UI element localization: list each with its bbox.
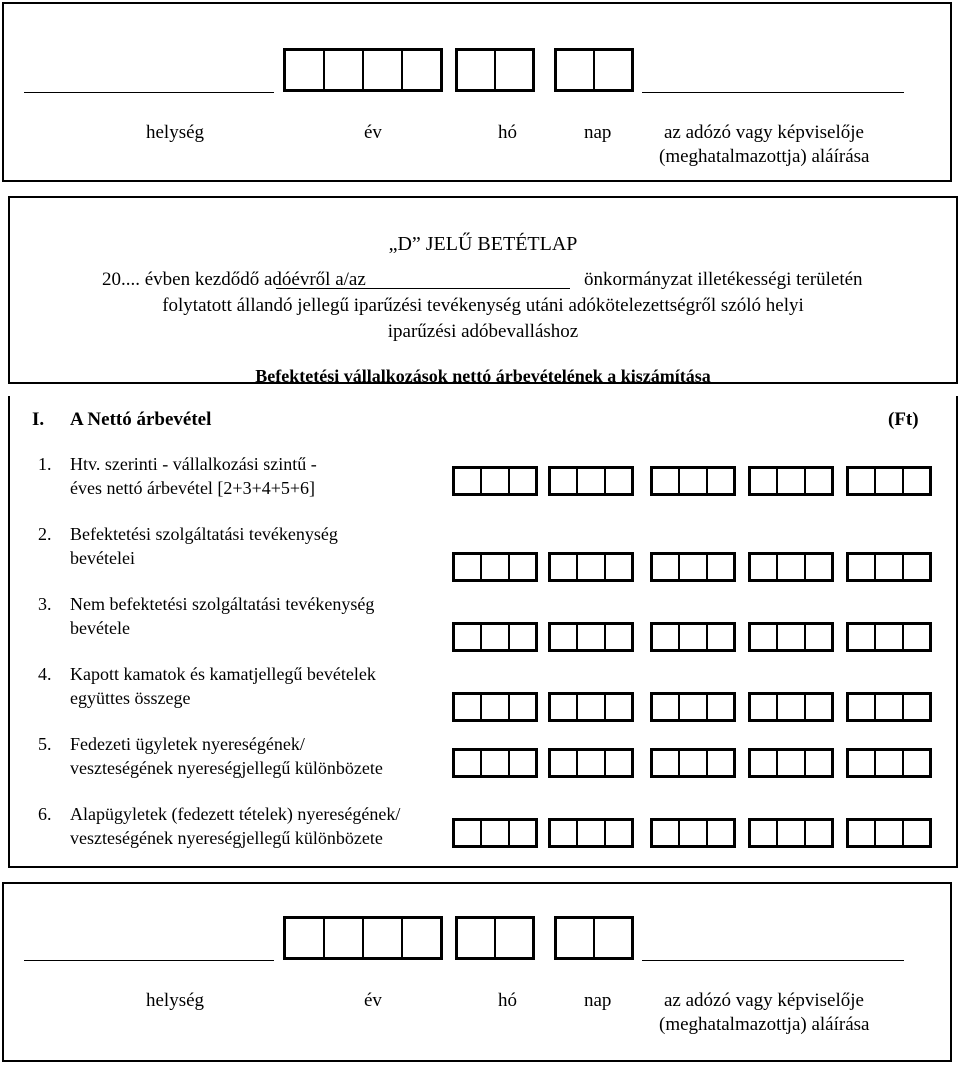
digit-box[interactable]	[455, 821, 482, 845]
digit-box[interactable]	[708, 821, 733, 845]
intro-line2: folytatott állandó jellegű iparűzési tevékenység utáni adókötelezettségről szóló helyi	[162, 295, 804, 316]
amount-digit-group[interactable]	[846, 466, 932, 496]
digit-box[interactable]	[510, 469, 535, 493]
digit-box[interactable]	[680, 555, 707, 579]
amount-digit-group[interactable]	[846, 692, 932, 722]
year-boxes[interactable]	[283, 916, 443, 960]
amount-digit-group[interactable]	[548, 466, 634, 496]
amount-digit-group[interactable]	[846, 552, 932, 582]
digit-box[interactable]	[653, 695, 680, 719]
digit-box[interactable]	[653, 625, 680, 649]
section-number: I.	[32, 409, 45, 430]
amount-digit-group[interactable]	[548, 818, 634, 848]
digit-box[interactable]	[482, 695, 509, 719]
digit-box[interactable]	[751, 821, 778, 845]
day-boxes[interactable]	[554, 48, 634, 92]
amount-digit-group[interactable]	[748, 692, 834, 722]
municipality-line[interactable]	[276, 288, 570, 289]
amount-digit-group[interactable]	[452, 466, 538, 496]
digit-box[interactable]	[806, 821, 831, 845]
digit-box[interactable]	[778, 469, 805, 493]
digit-box[interactable]	[578, 469, 605, 493]
place-line[interactable]	[24, 960, 274, 961]
row-label-line1: Alapügyletek (fedezett tételek) nyereségének/	[70, 804, 401, 824]
amount-digit-group[interactable]	[748, 552, 834, 582]
digit-box[interactable]	[653, 469, 680, 493]
digit-box[interactable]	[751, 751, 778, 775]
digit-box[interactable]	[551, 469, 578, 493]
digit-box[interactable]	[482, 625, 509, 649]
digit-box[interactable]	[708, 751, 733, 775]
amount-digit-group[interactable]	[748, 466, 834, 496]
year-boxes[interactable]	[283, 48, 443, 92]
digit-box[interactable]	[455, 695, 482, 719]
row-label-line2: bevételei	[70, 548, 135, 568]
amount-digit-group[interactable]	[846, 818, 932, 848]
digit-box[interactable]	[606, 751, 631, 775]
digit-box[interactable]	[680, 625, 707, 649]
amount-digit-group[interactable]	[748, 622, 834, 652]
row-label-line2: veszteségének nyereségjellegű különbözete	[70, 758, 383, 778]
digit-box[interactable]	[578, 555, 605, 579]
intro-line3: iparűzési adóbevalláshoz	[387, 321, 579, 342]
amount-digit-group[interactable]	[650, 622, 736, 652]
digit-box[interactable]	[482, 751, 509, 775]
digit-box[interactable]	[680, 469, 707, 493]
digit-box[interactable]	[751, 625, 778, 649]
year-label: év	[364, 122, 382, 143]
section-unit: (Ft)	[888, 409, 919, 430]
day-label: nap	[584, 990, 612, 1011]
digit-box[interactable]	[680, 751, 707, 775]
digit-box[interactable]	[904, 625, 929, 649]
section-title: A Nettó árbevétel	[70, 409, 212, 430]
signer-label-line1: az adózó vagy képviselője	[664, 122, 864, 143]
digit-box[interactable]	[680, 821, 707, 845]
digit-box[interactable]	[778, 821, 805, 845]
digit-box[interactable]	[653, 751, 680, 775]
digit-box[interactable]	[578, 821, 605, 845]
year-label: év	[364, 990, 382, 1011]
digit-box[interactable]	[876, 695, 903, 719]
amount-digit-group[interactable]	[748, 748, 834, 778]
month-boxes[interactable]	[455, 916, 535, 960]
amount-digit-group[interactable]	[650, 692, 736, 722]
place-line[interactable]	[24, 92, 274, 93]
digit-box[interactable]	[578, 751, 605, 775]
intro-line1-prefix: 20.... évben kezdődő adóévről a/az	[102, 269, 366, 290]
digit-box[interactable]	[653, 821, 680, 845]
month-label: hó	[498, 122, 517, 143]
place-label: helység	[146, 990, 205, 1011]
digit-box[interactable]	[904, 751, 929, 775]
row-number: 3.	[38, 594, 52, 614]
amount-digit-group[interactable]	[846, 622, 932, 652]
digit-box[interactable]	[806, 555, 831, 579]
digit-box[interactable]	[904, 695, 929, 719]
row-label-line1: Befektetési szolgáltatási tevékenység	[70, 524, 338, 544]
row-label-line2: együttes összege	[70, 688, 191, 708]
digit-box[interactable]	[482, 555, 509, 579]
digit-box[interactable]	[806, 695, 831, 719]
amount-digit-group[interactable]	[548, 692, 634, 722]
digit-box[interactable]	[778, 555, 805, 579]
form-header	[8, 196, 958, 384]
signature-line[interactable]	[642, 92, 904, 93]
amount-digit-group[interactable]	[452, 552, 538, 582]
month-label: hó	[498, 990, 517, 1011]
digit-box[interactable]	[708, 469, 733, 493]
amount-digit-group[interactable]	[748, 818, 834, 848]
digit-box[interactable]	[653, 555, 680, 579]
digit-box[interactable]	[606, 555, 631, 579]
signer-label-line1: az adózó vagy képviselője	[664, 990, 864, 1011]
day-boxes[interactable]	[554, 916, 634, 960]
amount-digit-group[interactable]	[650, 466, 736, 496]
digit-box[interactable]	[778, 625, 805, 649]
digit-box[interactable]	[806, 625, 831, 649]
digit-box[interactable]	[551, 821, 578, 845]
digit-box[interactable]	[455, 625, 482, 649]
digit-box[interactable]	[876, 555, 903, 579]
digit-box[interactable]	[778, 751, 805, 775]
digit-box[interactable]	[482, 821, 509, 845]
form-title: „D” JELŰ BETÉTLAP	[388, 233, 578, 255]
amount-digit-group[interactable]	[650, 818, 736, 848]
form-subtitle: Befektetési vállalkozások nettó árbevételének a kiszámítása	[255, 366, 711, 386]
row-number: 1.	[38, 454, 52, 474]
digit-box[interactable]	[455, 469, 482, 493]
digit-box[interactable]	[510, 625, 535, 649]
row-number: 6.	[38, 804, 52, 824]
digit-box[interactable]	[455, 555, 482, 579]
row-label-line1: Htv. szerinti - vállalkozási szintű -	[70, 454, 317, 474]
month-boxes[interactable]	[455, 48, 535, 92]
amount-digit-group[interactable]	[650, 552, 736, 582]
digit-box[interactable]	[849, 751, 876, 775]
row-number: 2.	[38, 524, 52, 544]
amount-digit-group[interactable]	[548, 748, 634, 778]
signature-line[interactable]	[642, 960, 904, 961]
digit-box[interactable]	[708, 555, 733, 579]
digit-box[interactable]	[849, 625, 876, 649]
digit-box[interactable]	[510, 695, 535, 719]
digit-box[interactable]	[510, 751, 535, 775]
digit-box[interactable]	[904, 821, 929, 845]
digit-box[interactable]	[849, 695, 876, 719]
digit-box[interactable]	[482, 469, 509, 493]
top-signature-block	[2, 2, 952, 182]
digit-box[interactable]	[904, 469, 929, 493]
amount-digit-group[interactable]	[452, 622, 538, 652]
amount-digit-group[interactable]	[650, 748, 736, 778]
digit-box[interactable]	[680, 695, 707, 719]
intro-line1-suffix: önkormányzat illetékességi területén	[584, 269, 863, 290]
digit-box[interactable]	[606, 625, 631, 649]
row-number: 5.	[38, 734, 52, 754]
digit-box[interactable]	[606, 695, 631, 719]
day-label: nap	[584, 122, 612, 143]
amount-digit-group[interactable]	[548, 552, 634, 582]
place-label: helység	[146, 122, 205, 143]
digit-box[interactable]	[751, 469, 778, 493]
digit-box[interactable]	[876, 625, 903, 649]
amount-digit-group[interactable]	[452, 748, 538, 778]
row-label-line2: bevétele	[70, 618, 130, 638]
digit-box[interactable]	[751, 695, 778, 719]
digit-box[interactable]	[751, 555, 778, 579]
digit-box[interactable]	[551, 555, 578, 579]
digit-box[interactable]	[876, 469, 903, 493]
row-number: 4.	[38, 664, 52, 684]
digit-box[interactable]	[551, 695, 578, 719]
signer-label-line2: (meghatalmazottja) aláírása	[659, 1014, 870, 1035]
digit-box[interactable]	[551, 751, 578, 775]
bottom-signature-block	[2, 882, 952, 1062]
digit-box[interactable]	[510, 555, 535, 579]
amount-digit-group[interactable]	[452, 692, 538, 722]
digit-box[interactable]	[904, 555, 929, 579]
digit-box[interactable]	[778, 695, 805, 719]
digit-box[interactable]	[606, 821, 631, 845]
digit-box[interactable]	[578, 695, 605, 719]
row-label-line1: Fedezeti ügyletek nyereségének/	[70, 734, 305, 754]
digit-box[interactable]	[849, 555, 876, 579]
digit-box[interactable]	[806, 469, 831, 493]
digit-box[interactable]	[551, 625, 578, 649]
digit-box[interactable]	[708, 625, 733, 649]
digit-box[interactable]	[455, 751, 482, 775]
row-label-line1: Kapott kamatok és kamatjellegű bevételek	[70, 664, 376, 684]
digit-box[interactable]	[849, 469, 876, 493]
row-label-line1: Nem befektetési szolgáltatási tevékenység	[70, 594, 375, 614]
amount-digit-group[interactable]	[452, 818, 538, 848]
digit-box[interactable]	[806, 751, 831, 775]
digit-box[interactable]	[876, 821, 903, 845]
digit-box[interactable]	[510, 821, 535, 845]
signer-label-line2: (meghatalmazottja) aláírása	[659, 146, 870, 167]
digit-box[interactable]	[849, 821, 876, 845]
row-label-line2: éves nettó árbevétel [2+3+4+5+6]	[70, 478, 316, 498]
digit-box[interactable]	[606, 469, 631, 493]
amount-digit-group[interactable]	[548, 622, 634, 652]
digit-box[interactable]	[578, 625, 605, 649]
row-label-line2: veszteségének nyereségjellegű különbözete	[70, 828, 383, 848]
digit-box[interactable]	[876, 751, 903, 775]
digit-box[interactable]	[708, 695, 733, 719]
amount-digit-group[interactable]	[846, 748, 932, 778]
